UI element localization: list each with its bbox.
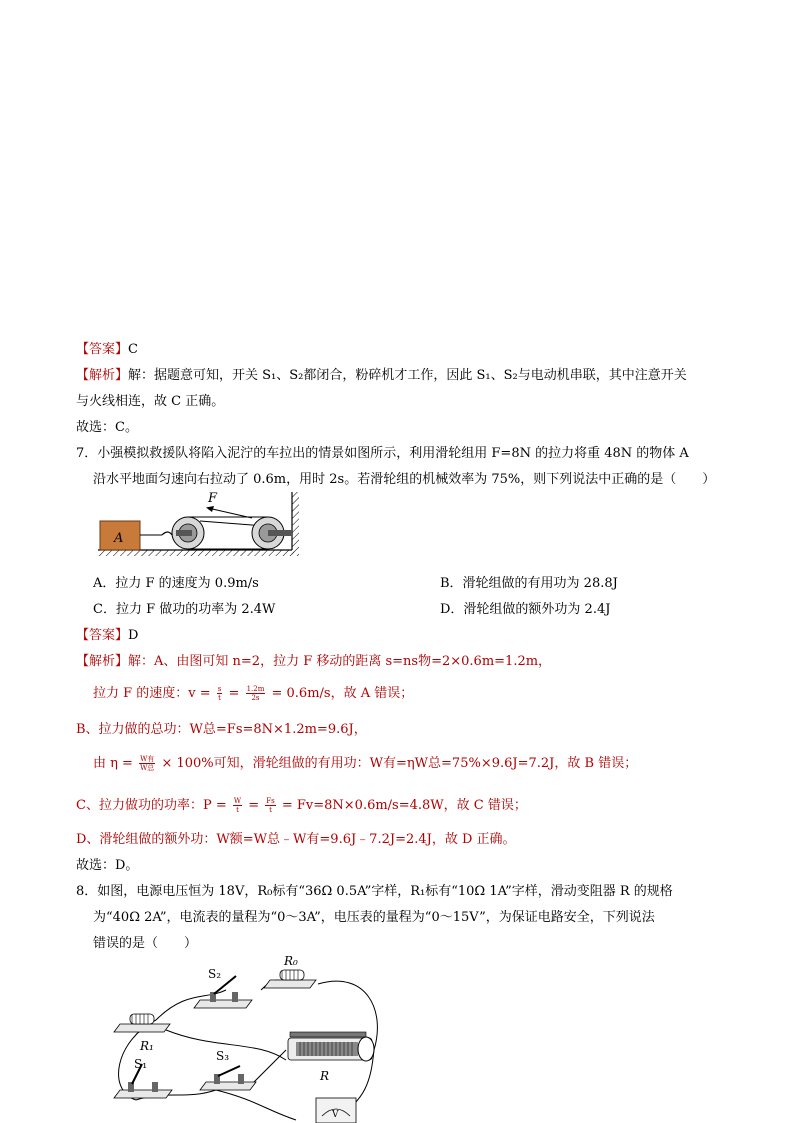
label-r: R [320, 1069, 330, 1083]
q8-stem-line-3: 错误的是（ ） [93, 936, 198, 951]
label-r0: R₀ [284, 954, 298, 968]
switch-s2 [194, 976, 252, 1008]
q7-pulley-figure [96, 488, 306, 558]
q7-speed-line: 拉力 F 的速度：v = $\frac{s}{t}$ = $\frac{1.2m}{2s}$ = 0.6m/s，故 A 错误； [93, 685, 414, 702]
answer-value: C [128, 342, 138, 357]
block-label: A [114, 531, 124, 546]
speed-fraction-1: $\frac{s}{t}$ [217, 685, 222, 702]
q6-answer-line [76, 340, 138, 360]
efficiency-fraction: $\frac{\text{W有}}{\text{W总}}$ [140, 755, 155, 772]
q6-analysis-line-2: 与火线相连，故 C 正确。 [76, 394, 225, 409]
answer-value: D [128, 628, 139, 643]
efficiency-prefix: 由 η = [93, 756, 133, 771]
q7-option-b: B．滑轮组做的有用功为 28.8J [440, 576, 618, 591]
q7-answer-line [76, 626, 138, 646]
q7-stem-line-2: 沿水平地面匀速向右拉动了 0.6m，用时 2s。若滑轮组的机械效率为 75%，则下列说法中正确的是（ ） [93, 472, 716, 487]
q7-analysis-line-1 [76, 652, 551, 672]
q7-power-line: C、拉力做功的功率：P = $\frac{W}{t}$ = $\frac{Fs}{t}$ = Fv=8N×0.6m/s=4.8W，故 C 错误； [76, 797, 527, 814]
rheostat-r [288, 1032, 374, 1061]
q7-total-work: B、拉力做的总功：W总=Fs=8N×1.2m=9.6J， [76, 722, 367, 737]
answer-tag: 【答案】 [76, 342, 129, 357]
label-s2: S₂ [208, 967, 222, 981]
efficiency-suffix: × 100%可知，滑轮组做的有用功：W有=ηW总=75%×9.6J=7.2J，故 B 错误； [161, 756, 638, 771]
analysis-tag: 【解析】 [76, 368, 129, 383]
power-fraction-1: $\frac{W}{t}$ [233, 797, 242, 814]
analysis-tag: 【解析】 [76, 654, 129, 669]
speed-prefix: 拉力 F 的速度：v = [93, 686, 211, 701]
switch-s3 [200, 1066, 256, 1090]
answer-tag: 【答案】 [76, 628, 129, 643]
label-s3: S₃ [216, 1049, 230, 1063]
q7-efficiency-line [93, 754, 637, 774]
q8-stem-line-2: 为“40Ω 2A”，电流表的量程为“0～3A”，电压表的量程为“0～15V”，为保证电路安全，下列说法 [93, 910, 655, 925]
label-s1: S₁ [134, 1057, 148, 1071]
resistor-r1 [114, 1014, 170, 1032]
speed-suffix: = 0.6m/s，故 A 错误； [271, 686, 414, 701]
q8-stem-line-1: 8．如图，电源电压恒为 18V，R₀标有“36Ω 0.5A”字样，R₁标有“10Ω 1A”字样，滑动变阻器 R 的规格 [76, 884, 673, 899]
q7-stem-line-1: 7．小强模拟救援队将陷入泥泞的车拉出的情景如图所示，利用滑轮组用 F=8N 的拉力将重 48N 的物体 A [76, 446, 689, 461]
analysis-text: 解：A、由图可知 n=2，拉力 F 移动的距离 s=ns物=2×0.6m=1.2m， [128, 654, 552, 669]
label-v: V [332, 1110, 339, 1120]
speed-fraction-2: $\frac{1.2m}{2s}$ [246, 685, 265, 702]
q8-circuit-figure [96, 950, 396, 1123]
label-r1: R₁ [140, 1039, 154, 1053]
q6-analysis-line-1 [76, 366, 687, 386]
q7-option-c: C．拉力 F 做功的功率为 2.4W [93, 602, 276, 617]
q7-option-d: D．滑轮组做的额外功为 2.4J [440, 602, 611, 617]
q7-extra-work: D、滑轮组做的额外功：W额=W总﹣W有=9.6J﹣7.2J=2.4J，故 D 正确。 [76, 832, 516, 847]
power-suffix: = Fv=8N×0.6m/s=4.8W，故 C 错误； [281, 798, 527, 813]
power-prefix: C、拉力做功的功率：P = [76, 798, 227, 813]
resistor-r0 [264, 970, 316, 988]
q7-choose: 故选：D。 [76, 858, 139, 873]
q6-choose: 故选：C。 [76, 420, 138, 435]
power-fraction-2: $\frac{Fs}{t}$ [266, 797, 275, 814]
analysis-text: 解：据题意可知，开关 S₁、S₂都闭合，粉碎机才工作，因此 S₁、S₂与电动机串联，其中注意开关 [128, 368, 687, 383]
force-label: F [208, 491, 218, 506]
q7-option-a: A．拉力 F 的速度为 0.9m/s [93, 576, 259, 591]
